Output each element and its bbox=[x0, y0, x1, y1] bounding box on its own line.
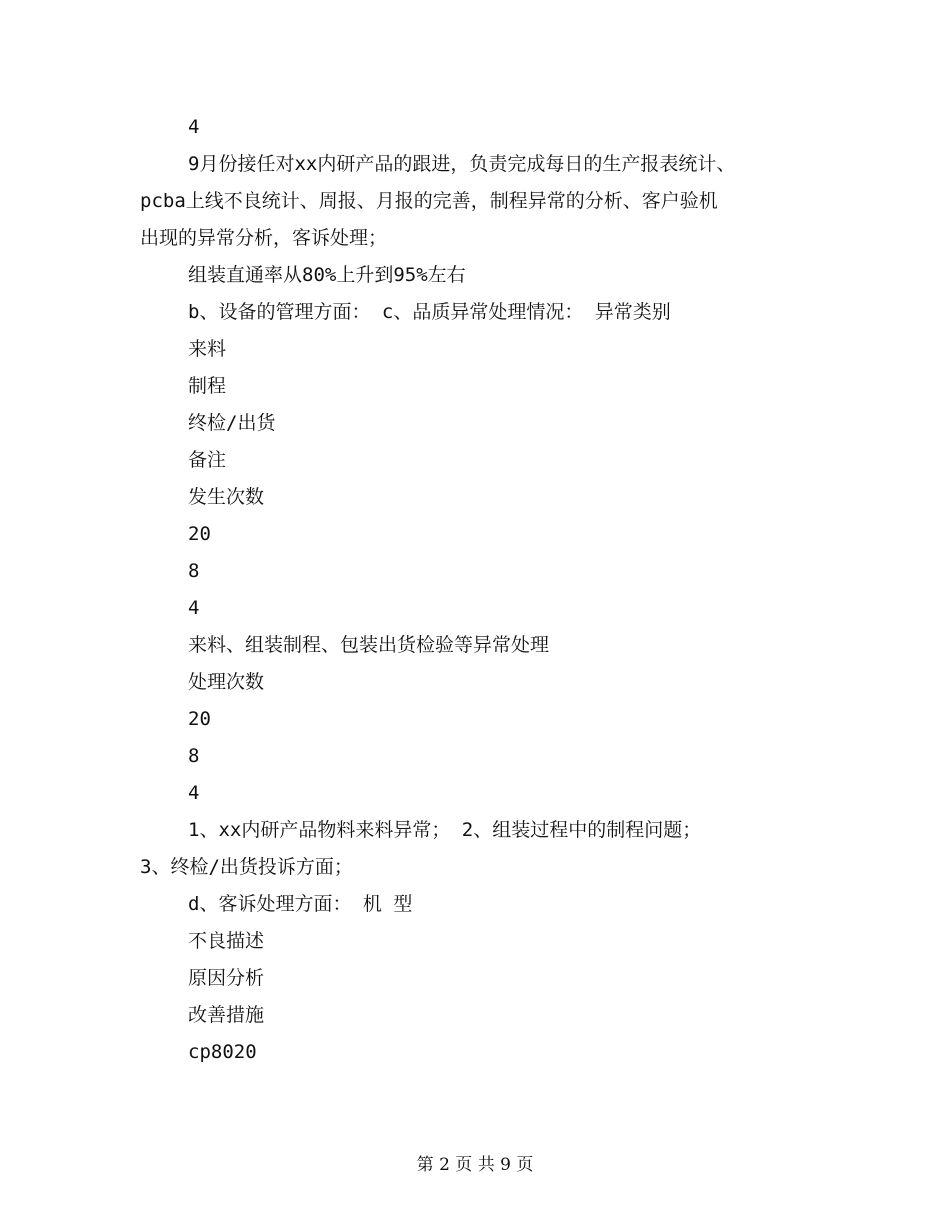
text-line-10: 备注 bbox=[188, 449, 227, 471]
text-line-4: 出现的异常分析，客诉处理； bbox=[140, 227, 388, 249]
text-line-13: 8 bbox=[188, 560, 200, 582]
text-line-14: 4 bbox=[188, 597, 200, 619]
text-line-11: 发生次数 bbox=[188, 486, 265, 508]
text-line-25: 改善措施 bbox=[188, 1004, 265, 1026]
text-line-26: cp8020 bbox=[188, 1041, 257, 1063]
text-line-15: 来料、组装制程、包装出货检验等异常处理 bbox=[188, 634, 550, 656]
page-footer: 第 2 页 共 9 页 bbox=[416, 1155, 534, 1175]
text-line-20: 1、xx内研产品物料来料异常； 2、组装过程中的制程问题； bbox=[188, 819, 702, 841]
text-line-24: 原因分析 bbox=[188, 967, 265, 989]
text-line-7: 来料 bbox=[188, 338, 227, 360]
text-line-22: d、客诉处理方面： 机 型 bbox=[188, 893, 413, 915]
text-line-8: 制程 bbox=[188, 375, 227, 397]
text-line-5: 组装直通率从80%上升到95%左右 bbox=[188, 264, 466, 286]
text-line-6: b、设备的管理方面： c、品质异常处理情况： 异常类别 bbox=[188, 301, 671, 323]
text-line-19: 4 bbox=[188, 782, 200, 804]
text-line-3: pcba上线不良统计、周报、月报的完善，制程异常的分析、客户验机 bbox=[140, 190, 718, 212]
text-line-23: 不良描述 bbox=[188, 930, 265, 952]
text-line-12: 20 bbox=[188, 523, 211, 545]
text-line-1: 4 bbox=[188, 116, 200, 138]
text-line-17: 20 bbox=[188, 708, 211, 730]
text-line-18: 8 bbox=[188, 745, 200, 767]
text-line-9: 终检/出货 bbox=[188, 412, 276, 434]
text-line-16: 处理次数 bbox=[188, 671, 265, 693]
text-line-2: 9月份接任对xx内研产品的跟进，负责完成每日的生产报表统计、 bbox=[188, 153, 736, 175]
text-line-21: 3、终检/出货投诉方面； bbox=[140, 856, 353, 878]
